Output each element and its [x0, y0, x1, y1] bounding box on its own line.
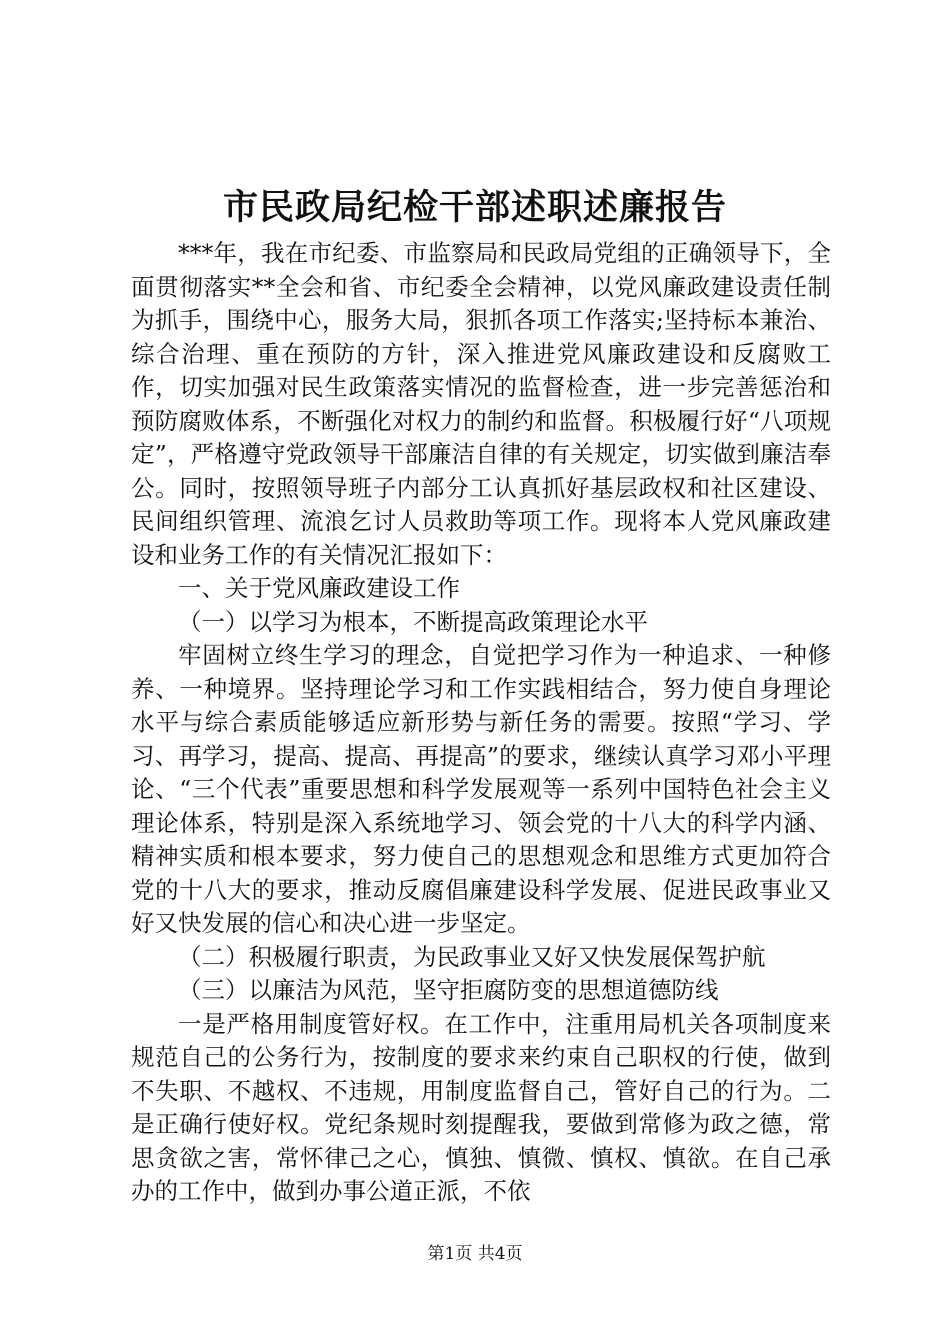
page-number: 第1页 共4页 [427, 1244, 523, 1264]
body-paragraph: 一是严格用制度管好权。在工作中，注重用局机关各项制度来规范自己的公务行为，按制度的要求来约束自己职权的行使，做到不失职、不越权、不违规，用制度监督自己，管好自己的行为。二是正确行使好权。党纪条规时刻提醒我，要做到常修为政之德，常思贪欲之害，常怀律己之心，慎独、慎微、慎权、慎欲。在自己承办的工作中，做到办事公道正派，不依 [131, 1009, 831, 1205]
subsection-heading: （三）以廉洁为风范，坚守拒腐防变的思想道德防线 [178, 976, 719, 1004]
intro-paragraph: ***年，我在市纪委、市监察局和民政局党组的正确领导下，全面贯彻落实**全会和省、市纪委全会精神，以党风廉政建设责任制为抓手，围绕中心，服务大局，狠抓各项工作落实;坚持标本兼治、综合治理、重在预防的方针，深入推进党风廉政建设和反腐败工作，切实加强对民生政策落实情况的监督检查，进一步完善惩治和预防腐败体系，不断强化对权力的制约和监督。积极履行好“八项规定”，严格遵守党政领导干部廉洁自律的有关规定，切实做到廉洁奉公。同时，按照领导班子内部分工认真抓好基层政权和社区建设、民间组织管理、流浪乞讨人员救助等项工作。现将本人党风廉政建设和业务工作的有关情况汇报如下： [131, 239, 831, 569]
subsection-heading: （二）积极履行职责，为民政事业又好又快发展保驾护航 [178, 942, 766, 971]
page-title: 市民政局纪检干部述职述廉报告 [222, 187, 727, 228]
document-body [131, 237, 831, 1209]
subsection-heading: （一）以学习为根本，不断提高政策理论水平 [178, 607, 648, 636]
section-heading: 一、关于党风廉政建设工作 [178, 574, 460, 602]
body-paragraph: 牢固树立终生学习的理念，自觉把学习作为一种追求、一种修养、一种境界。坚持理论学习和工作实践相结合，努力使自身理论水平与综合素质能够适应新形势与新任务的需要。按照“学习、学习、再学习，提高、提高、再提高”的要求，继续认真学习邓小平理论、“三个代表”重要思想和科学发展观等一系列中国特色社会主义理论体系，特别是深入系统地学习、领会党的十八大的科学内涵、精神实质和根本要求，努力使自己的思想观念和思维方式更加符合党的十八大的要求，推动反腐倡廉建设科学发展、促进民政事业又好又快发展的信心和决心进一步坚定。 [131, 641, 831, 937]
